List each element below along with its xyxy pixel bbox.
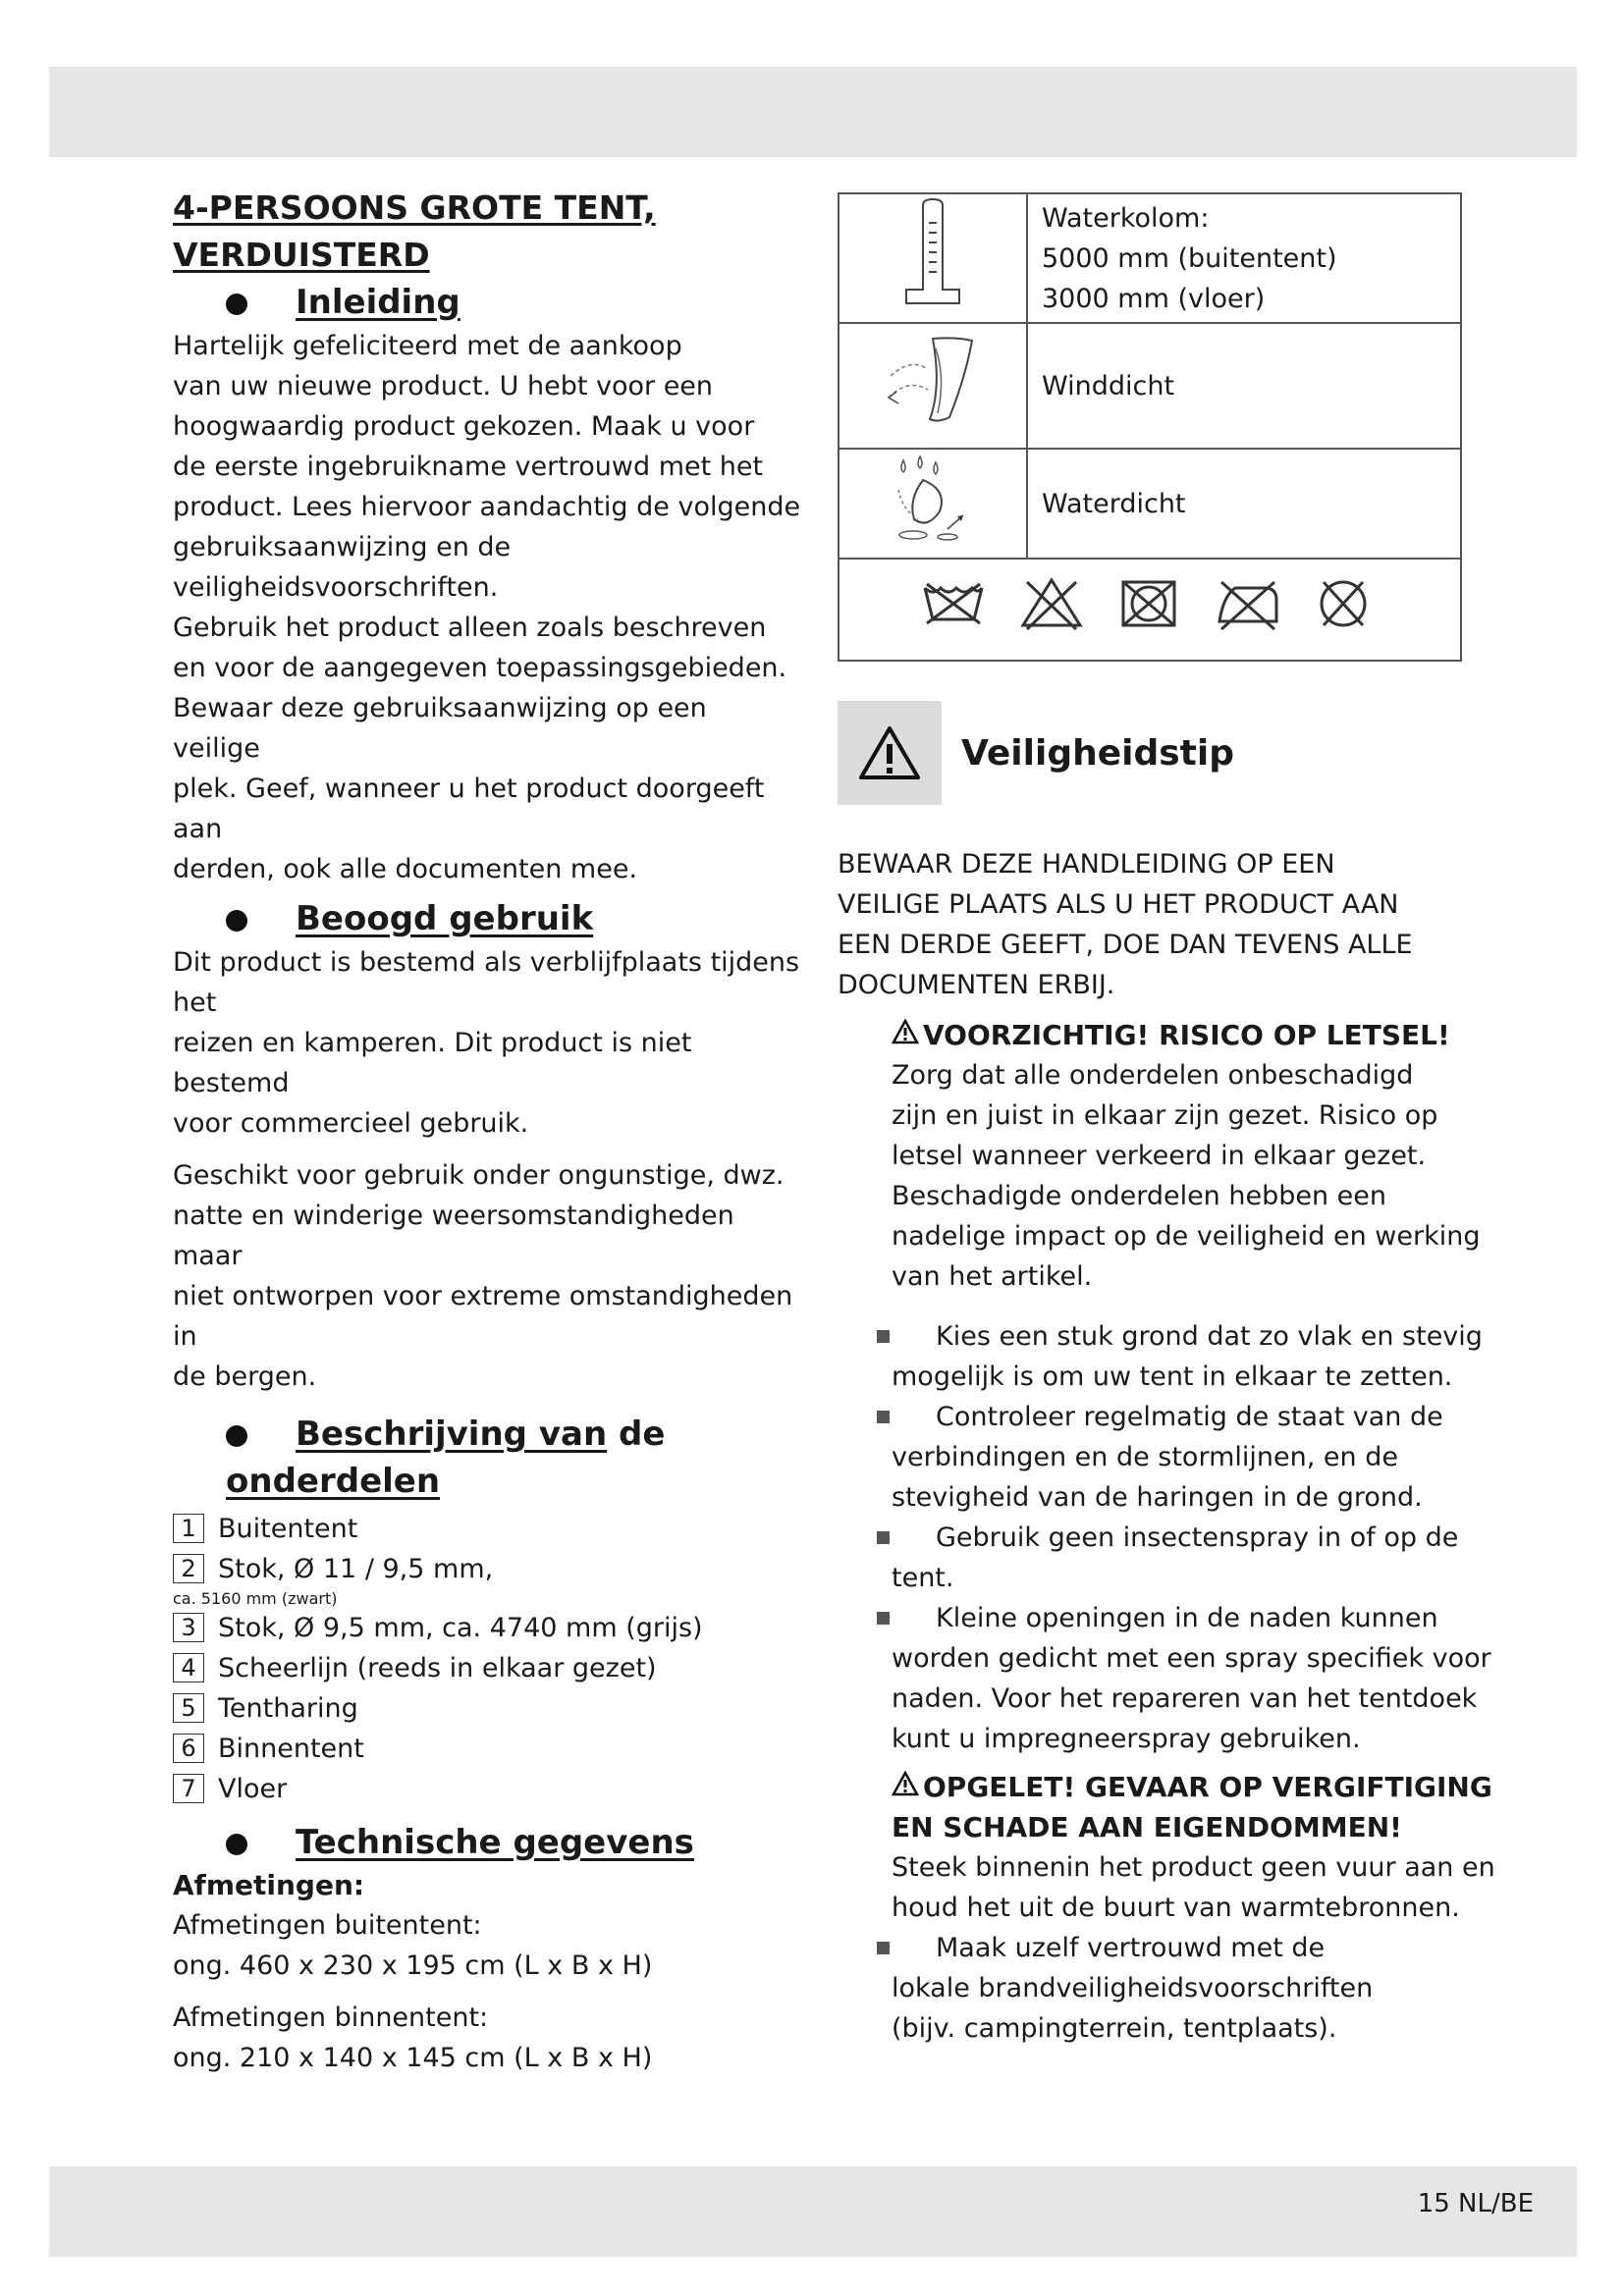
section-intro-heading: Inleiding — [173, 279, 801, 326]
list-item: 5 Tentharing — [173, 1688, 801, 1729]
list-item: 6 Binnentent — [173, 1729, 801, 1769]
section-tech-heading: Technische gegevens — [173, 1819, 801, 1866]
waterproof-cell: Waterdicht — [1027, 449, 1461, 559]
list-item: 7 Vloer — [173, 1769, 801, 1809]
list-item: Kleine openingen in de naden kunnen worden gedicht met een spray specifiek voor naden. Voor het repareren van het tentdoek kunt u impregneerspray gebruiken. — [838, 1598, 1505, 1759]
footer-band — [49, 2166, 1577, 2257]
title-line-1: 4-PERSOONS GROTE TENT, — [173, 188, 656, 227]
warning-small-icon — [892, 1767, 923, 1807]
warning-triangle-icon — [838, 701, 942, 805]
waterproof-icon — [839, 449, 1027, 559]
inner-tent-label: Afmetingen binnentent: — [173, 2002, 489, 2033]
water-column-cell: Waterkolom: 5000 mm (buitentent) 3000 mm (vloer) — [1027, 193, 1461, 323]
care-symbols-icon — [919, 574, 1380, 633]
right-column — [838, 192, 1505, 2049]
safety-bullets — [838, 1316, 1505, 1759]
caution-heading: VOORZICHTIG! RISICO OP LETSEL! — [892, 1015, 1505, 1055]
windproof-cell: Winddicht — [1027, 323, 1461, 449]
safety-heading: Veiligheidstip — [961, 732, 1234, 774]
bullet-icon — [226, 294, 247, 315]
list-item: Gebruik geen insectenspray in of op de tent. — [838, 1518, 1505, 1598]
safety-heading-row — [838, 701, 1505, 805]
section-intended-use-heading: Beoogd gebruik — [173, 895, 801, 942]
poison-warning-block: OPGELET! GEVAAR OP VERGIFTIGING EN SCHADE AAN EIGENDOMMEN! Steek binnenin het product geen vuur aan en houd het uit de buurt van warmtebronnen. — [838, 1767, 1505, 1928]
outer-tent-value: ong. 460 x 230 x 195 cm (L x B x H) — [173, 1950, 653, 1981]
parts-list — [173, 1509, 801, 1809]
list-item: 3 Stok, Ø 9,5 mm, ca. 4740 mm (grijs) — [173, 1608, 801, 1648]
caution-block: VOORZICHTIG! RISICO OP LETSEL! Zorg dat alle onderdelen onbeschadigd zijn en juist in elkaar zijn gezet. Risico op letsel wanneer verkeerd in elkaar gezet. Beschadigde onderdelen hebben een nadelige impact op de veiligheid en werking van het artikel. — [838, 1015, 1505, 1297]
tech-data — [173, 1866, 801, 2078]
bullet-icon — [226, 1425, 247, 1447]
safety-caps-text: BEWAAR DEZE HANDLEIDING OP EEN VEILIGE PLAATS ALS U HET PRODUCT AAN EEN DERDE GEEFT, DOE DAN TEVENS ALLE DOCUMENTEN ERBIJ. — [838, 849, 1413, 1000]
outer-tent-label: Afmetingen buitentent: — [173, 1910, 482, 1941]
list-item: Controleer regelmatig de staat van de verbindingen en de stormlijnen, en de stevigheid van de haringen in de grond. — [838, 1397, 1505, 1518]
thermometer-icon — [839, 193, 1027, 323]
symbol-table — [838, 192, 1462, 662]
intended-use-text: Dit product is bestemd als verblijfplaats tijdens het reizen en kamperen. Dit product is niet bestemd voor commercieel gebruik. Geschikt voor gebruik onder ongunstige, dwz. natte en winderige weersomstandigheden maar niet ontworpen voor extreme omstandigheden in de bergen. — [173, 947, 800, 1392]
windproof-icon — [839, 323, 1027, 449]
poison-warning-heading: OPGELET! GEVAAR OP VERGIFTIGING EN SCHADE AAN EIGENDOMMEN! — [892, 1767, 1505, 1847]
document-title — [173, 185, 801, 279]
bullet-icon — [226, 910, 247, 932]
dimensions-subheading: Afmetingen: — [173, 1869, 365, 1901]
section-parts-heading: Beschrijving van de onderdelen — [226, 1415, 666, 1501]
title-line-2: VERDUISTERD — [173, 236, 430, 274]
page-number: 15 NL/BE — [1417, 2189, 1534, 2218]
list-item-continuation: ca. 5160 mm (zwart) — [173, 1589, 338, 1608]
care-symbols-row — [839, 559, 1461, 661]
bullet-icon — [226, 1834, 247, 1855]
intro-text: Hartelijk gefeliciteerd met de aankoop van uw nieuwe product. U hebt voor een hoogwaardig product gekozen. Maak u voor de eerste ingebruikname vertrouwd met het product. Lees hiervoor aandachtig de volgende gebruiksaanwijzing en de veiligheidsvoorschriften. Gebruik het product alleen zoals beschreven en voor de aangegeven toepassingsgebieden. Bewaar deze gebruiksaanwijzing op een veilige plek. Geef, wanneer u het product doorgeeft aan derden, ook alle documenten mee. — [173, 331, 801, 884]
warning-small-icon — [892, 1015, 923, 1055]
list-item: 1 Buitentent — [173, 1509, 801, 1549]
header-band — [49, 67, 1577, 157]
list-item: 2 Stok, Ø 11 / 9,5 mm, — [173, 1549, 801, 1589]
list-item: Maak uzelf vertrouwd met de lokale brandveiligheidsvoorschriften (bijv. campingterrein, tentplaats). — [838, 1928, 1505, 2049]
list-item: Kies een stuk grond dat zo vlak en stevig mogelijk is om uw tent in elkaar te zetten. — [838, 1316, 1505, 1397]
inner-tent-value: ong. 210 x 140 x 145 cm (L x B x H) — [173, 2043, 653, 2073]
list-item: 4 Scheerlijn (reeds in elkaar gezet) — [173, 1648, 801, 1688]
left-column — [173, 185, 801, 2078]
